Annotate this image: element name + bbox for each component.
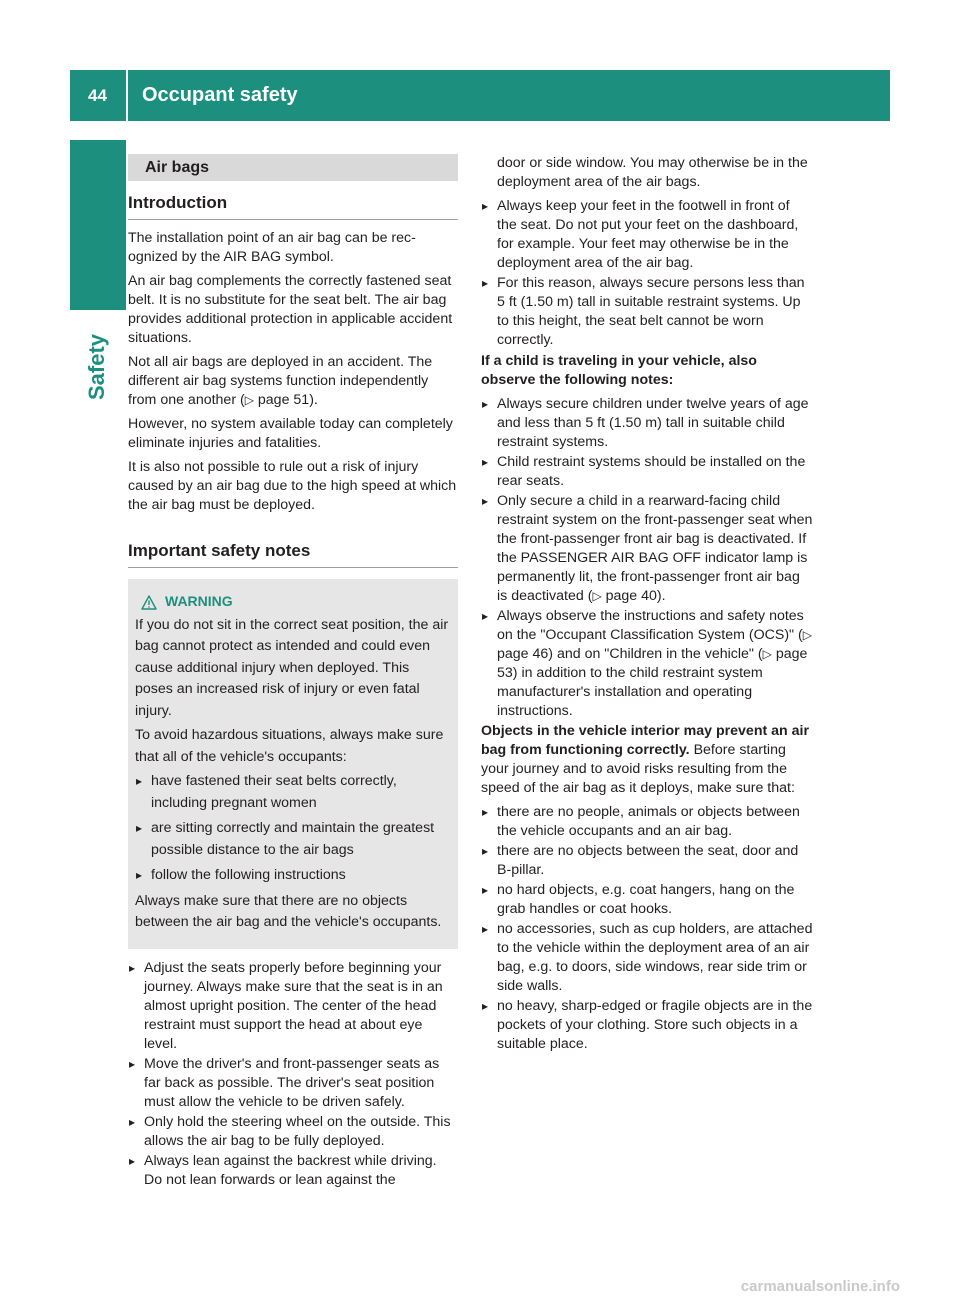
list-item: ▸ Only hold the steering wheel on the outside. This allows the air bag to be fully deployed. [128,1113,458,1151]
intro-paragraph-text: Not all air bags are deployed in an accident. The different air bag systems function independently from one another ( [128,354,433,408]
list-item: ▸ are sitting correctly and maintain the greatest possible distance to the air bags [135,818,450,861]
page-reference-link[interactable]: page 51 [257,392,310,408]
intro-paragraph: It is also not possible to rule out a risk of injury caused by an air bag due to the high speed at which the air bag must be deployed. [128,459,457,513]
side-tab-block [70,140,126,310]
list-item: ▸ no hard objects, e.g. coat hangers, hang on the grab handles or coat hooks. [481,881,813,919]
page-reference-link[interactable]: page 46 [497,646,549,662]
warning-paragraph: To avoid hazardous situations, always make sure that all of the vehicle's occupants: [135,727,444,765]
intro-paragraph: The installation point of an air bag can be recognized by the AIR BAG symbol. [128,230,416,265]
child-bullets [481,395,813,721]
list-item: ▸ Always keep your feet in the footwell in front of the seat. Do not put your feet on the dashboard, for example. Your feet may otherwise be in the deployment area of the air bag. [481,197,813,273]
continuation-text: door or side window. You may otherwise be in the deployment area of the air bags. [497,155,808,190]
warning-paragraph: Always make sure that there are no objects between the air bag and the vehicle's occupants. [135,892,442,930]
list-item: ▸ there are no objects between the seat, door and B-pillar. [481,842,813,880]
warning-title-text: WARNING [165,593,233,609]
header-divider [126,70,128,121]
warning-box [128,579,458,949]
objects-heading: Objects in the vehicle interior may prevent an air bag from functioning correctly. [481,723,810,758]
page-ref-arrow-icon: ▷ [762,647,772,661]
list-item: ▸ Only secure a child in a rearward-facing child restraint system on the front-passenger seat when the front-passenger front air bag is deactivated. If the PASSENGER AIR BAG OFF indicator lamp is permanently lit, the front-passenger front air bag is deactivated (▷ page 40). [481,492,813,606]
running-head: Occupant safety [142,84,298,106]
list-item: ▸ no heavy, sharp-edged or fragile objects are in the pockets of your clothing. Store such objects in a suitable place. [481,997,813,1054]
list-item: ▸ no accessories, such as cup holders, are attached to the vehicle within the deployment area of an air bag, e.g. to doors, side windows, rear side trim or side walls. [481,920,813,996]
safety-notes-heading: Important safety notes [128,529,458,568]
list-item: ▸ Move the driver's and front-passenger seats as far back as possible. The driver's seat position must allow the vehicle to be driven safely. [128,1055,458,1112]
section-title: Air bags [128,154,458,181]
left-column [128,154,458,1191]
list-item: ▸ Adjust the seats properly before beginning your journey. Always make sure that the seat is in an almost upright position. The center of the head restraint must support the head at about eye level. [128,959,458,1054]
list-item: ▸ Always secure children under twelve years of age and less than 5 ft (1.50 m) tall in suitable child restraint systems. [481,395,813,452]
list-item [481,607,813,721]
introduction-heading: Introduction [128,181,458,220]
warning-triangle-icon [141,595,157,610]
page-ref-arrow-icon: ▷ [592,589,602,603]
objects-paragraph [481,722,813,798]
list-item-text: Only secure a child in a rearward-facing child restraint system on the front-passenger seat when the front-passenger front air bag is deactivated. If the PASSENGER AIR BAG OFF indicator lamp is permanently lit, the front-passenger front air bag is deactivated [497,493,813,604]
safety-bullets [128,959,458,1190]
warning-title [135,591,450,613]
right-column [481,154,813,1055]
footer-watermark: carmanualsonline.info [740,1278,900,1295]
intro-paragraph: However, no system available today can completely eliminate injuries and fatalities. [128,416,453,451]
page-ref-arrow-icon: ▷ [244,393,254,407]
list-item: ▸ follow the following instructions [135,865,450,887]
intro-paragraph: Not all air bags are deployed in an accident. The different air bag systems function independently from one another (▷ page 51). [128,354,433,408]
list-item: ▸ there are no people, animals or objects between the vehicle occupants and an air bag. [481,803,813,841]
intro-paragraph: An air bag complements the correctly fastened seat belt. It is no substitute for the seat belt. The air bag provides additional protection in applicable accident situations. [128,273,453,346]
child-heading: If a child is traveling in your vehicle, also observe the following notes: [481,353,757,388]
warning-paragraph: If you do not sit in the correct seat position, the air bag cannot protect as intended and could even cause additional injury when deployed. This poses an increased risk of injury or even fatal injury. [135,616,449,719]
seating-bullets [481,197,813,350]
list-item: ▸ Always lean against the backrest while driving. Do not lean forwards or lean against the [128,1152,458,1190]
list-item: ▸ Child restraint systems should be installed on the rear seats. [481,453,813,491]
page-number: 44 [88,85,107,105]
page-ref-arrow-icon: ▷ [802,628,812,642]
list-item-text: ) and on "Children in the vehicle" ( [548,646,763,662]
list-item: ▸ For this reason, always secure persons less than 5 ft (1.50 m) tall in suitable restraint systems. Up to this height, the seat belt cannot be worn correctly. [481,274,813,350]
warning-bullets [135,771,450,887]
objects-bullets [481,803,813,1054]
page-reference-link[interactable]: page 40 [605,588,657,604]
side-tab-label: Safety [84,333,109,400]
list-item-text: Always observe the instructions and safety notes on the "Occupant Classification System (OCS)" ( [497,608,804,643]
objects-text: Before starting your journey and to avoid risks resulting from the speed of the air bag as it deploys, make sure that: [481,742,795,796]
list-item: ▸ have fastened their seat belts correctly, including pregnant women [135,771,450,814]
page-reference-link[interactable]: page 53 [497,646,808,681]
list-item-text: ) in addition to the child restraint system manufacturer's installation and operating instructions. [497,665,763,719]
